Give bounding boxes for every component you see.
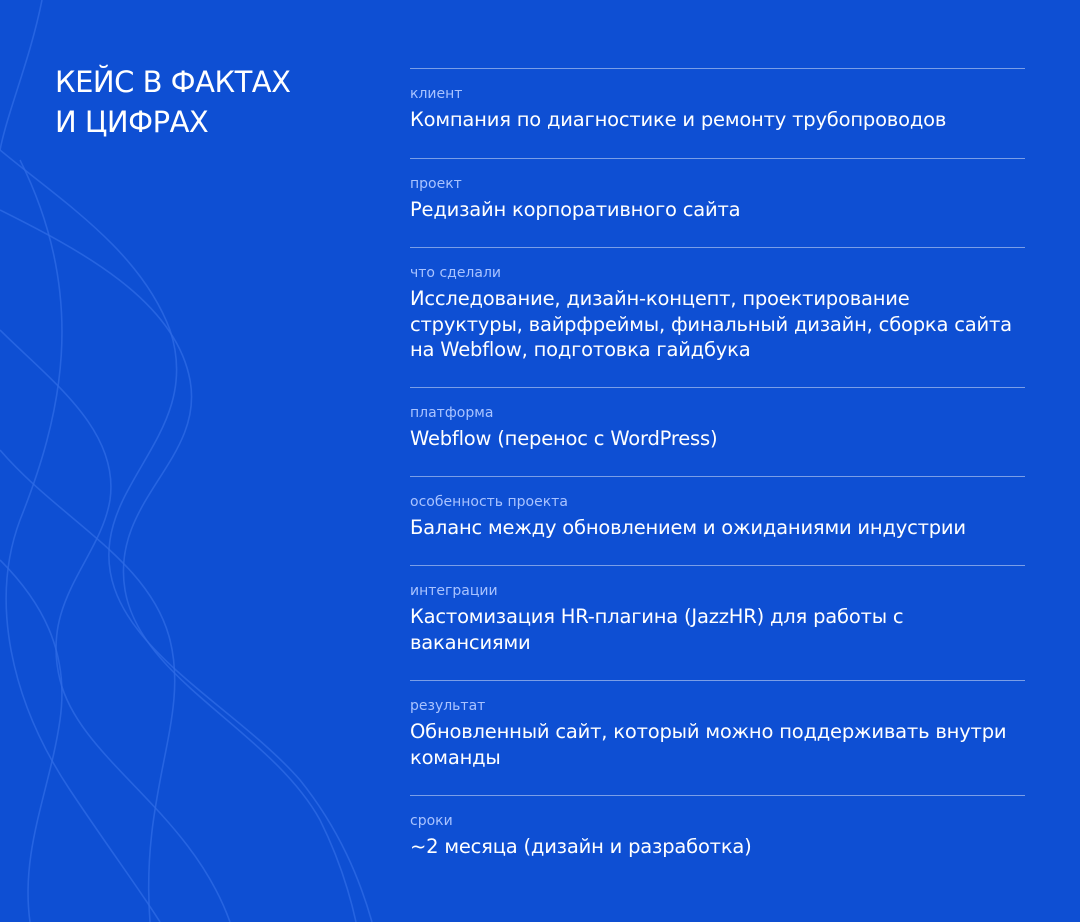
page-title-line-2: И ЦИФРАХ (55, 105, 209, 139)
fact-label: результат (410, 698, 486, 714)
fact-platform (410, 387, 1025, 476)
fact-project (410, 158, 1025, 247)
fact-label: что сделали (410, 265, 502, 281)
fact-value: Баланс между обновлением и ожиданиями индустрии (410, 516, 966, 539)
fact-value: Исследование, дизайн-концепт, проектирование структуры, вайрфреймы, финальный дизайн, сборка сайта на Webflow, подготовка гайдбука (410, 287, 1012, 361)
fact-label: сроки (410, 813, 453, 829)
fact-integrations (410, 565, 1025, 680)
fact-value: Webflow (перенос с WordPress) (410, 427, 718, 450)
fact-label: платформа (410, 405, 494, 421)
fact-label: проект (410, 176, 462, 192)
fact-work-done (410, 247, 1025, 387)
fact-timeline (410, 795, 1025, 883)
fact-client (410, 68, 1025, 158)
fact-value: ~2 месяца (дизайн и разработка) (410, 835, 752, 858)
fact-label: особенность проекта (410, 494, 568, 510)
page-title-line-1: КЕЙС В ФАКТАХ (55, 65, 291, 99)
fact-label: клиент (410, 86, 463, 102)
fact-result (410, 680, 1025, 795)
page-title (55, 62, 355, 142)
fact-project-feature (410, 476, 1025, 565)
fact-value: Редизайн корпоративного сайта (410, 198, 741, 221)
fact-value: Кастомизация HR-плагина (JazzHR) для работы с вакансиями (410, 605, 904, 654)
fact-value: Обновленный сайт, который можно поддерживать внутри команды (410, 720, 1007, 769)
fact-label: интеграции (410, 583, 498, 599)
fact-value: Компания по диагностике и ремонту трубопроводов (410, 108, 947, 131)
facts-list (410, 68, 1025, 883)
